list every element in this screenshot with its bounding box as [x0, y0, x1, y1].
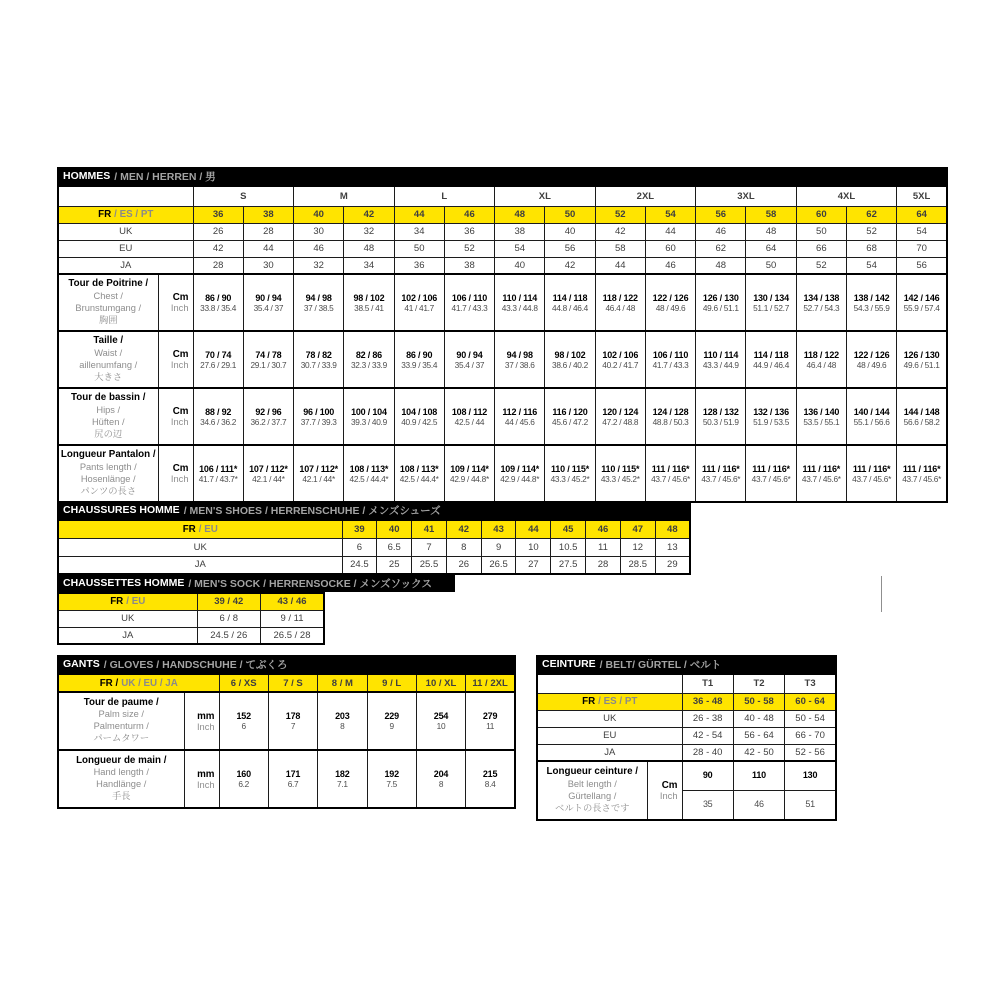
measurement-value: 86 / 90 33.9 / 35.4	[394, 331, 444, 388]
measurement-value: 229 9	[367, 692, 416, 750]
region-size-value: 27.5	[551, 556, 586, 574]
measurement-value: 111 / 116* 43.7 / 45.6*	[746, 445, 796, 502]
measurement-value: 88 / 92 34.6 / 36.2	[193, 388, 243, 445]
measurement-label: Tour de paume / Palm size / Palmenturm / パームタワー	[58, 692, 184, 750]
measurement-value: 192 7.5	[367, 750, 416, 808]
region-size-value: 50 - 54	[785, 710, 836, 727]
measurement-value: 279 11	[466, 692, 515, 750]
fr-row-label: FR / UK / EU / JA	[58, 674, 219, 692]
region-size-value: 7	[412, 538, 447, 556]
region-size-value: 28	[586, 556, 621, 574]
measurement-value: 86 / 90 33.8 / 35.4	[193, 274, 243, 331]
row-label-EU: EU	[58, 240, 193, 257]
measurement-value: 122 / 126 48 / 49.6	[846, 331, 896, 388]
size-group-header-S: S	[193, 186, 294, 206]
measurement-value: 108 / 113* 42.5 / 44.4*	[344, 445, 394, 502]
region-size-value: 42	[545, 257, 595, 274]
row-label-UK: UK	[58, 610, 197, 627]
region-size-value: 54	[846, 257, 896, 274]
belt-section-title-translations: / BELT/ GÜRTEL / ベルト	[599, 658, 722, 671]
measurement-value: 171 6.7	[268, 750, 317, 808]
region-size-value: 42	[193, 240, 243, 257]
measurement-value: 132 / 136 51.9 / 53.5	[746, 388, 796, 445]
region-size-value: 26	[193, 223, 243, 240]
measurement-value: 152 6	[219, 692, 268, 750]
measurement-value: 70 / 74 27.6 / 29.1	[193, 331, 243, 388]
fr-size-value: 45	[551, 520, 586, 538]
belt-length-cm-value: 90	[682, 761, 733, 790]
region-size-value: 44	[645, 223, 695, 240]
region-size-value: 30	[294, 223, 344, 240]
belt-section-banner	[536, 655, 837, 673]
fr-size-value: 38	[243, 206, 293, 223]
region-size-value: 6	[342, 538, 377, 556]
region-size-value: 36	[444, 223, 494, 240]
measurement-value: 111 / 116* 43.7 / 45.6*	[696, 445, 746, 502]
row-label-UK: UK	[537, 710, 682, 727]
fr-size-value: 46	[444, 206, 494, 223]
fr-size-value: 60 - 64	[785, 693, 836, 710]
region-size-value: 26	[446, 556, 481, 574]
measurement-value: 106 / 110 41.7 / 43.3	[444, 274, 494, 331]
socks-size-table	[57, 592, 325, 645]
region-size-value: 34	[344, 257, 394, 274]
measurement-value: 136 / 140 53.5 / 55.1	[796, 388, 846, 445]
shoes-section-banner	[57, 501, 691, 519]
measurement-value: 100 / 104 39.3 / 40.9	[344, 388, 394, 445]
belt-column-header-T1: T1	[682, 674, 733, 693]
measurement-value: 109 / 114* 42.9 / 44.8*	[495, 445, 545, 502]
fr-size-value: 50	[545, 206, 595, 223]
fr-size-value: 36	[193, 206, 243, 223]
fr-size-value: 40	[377, 520, 412, 538]
measurement-value: 111 / 116* 43.7 / 45.6*	[796, 445, 846, 502]
unit-cell: mm Inch	[184, 692, 219, 750]
unit-cell: Cm Inch	[158, 331, 193, 388]
belt-length-cm-value: 110	[733, 761, 784, 790]
gloves-section	[57, 655, 516, 809]
shoes-section	[57, 501, 691, 575]
region-size-value: 10	[516, 538, 551, 556]
glove-size-value: 9 / L	[367, 674, 416, 692]
fr-size-value: 44	[516, 520, 551, 538]
region-size-value: 62	[696, 240, 746, 257]
fr-row-label: FR / ES / PT	[58, 206, 193, 223]
fr-row-label: FR / EU	[58, 593, 197, 610]
region-size-value: 46	[696, 223, 746, 240]
belt-column-header-T2: T2	[733, 674, 784, 693]
region-size-value: 44	[595, 257, 645, 274]
measurement-value: 130 / 134 51.1 / 52.7	[746, 274, 796, 331]
glove-size-value: 11 / 2XL	[466, 674, 515, 692]
fr-size-value: 42	[446, 520, 481, 538]
fr-row-label: FR / ES / PT	[537, 693, 682, 710]
region-size-value: 64	[746, 240, 796, 257]
measurement-value: 138 / 142 54.3 / 55.9	[846, 274, 896, 331]
size-group-header-XL: XL	[495, 186, 596, 206]
region-size-value: 27	[516, 556, 551, 574]
measurement-value: 116 / 120 45.6 / 47.2	[545, 388, 595, 445]
gloves-section-banner	[57, 655, 516, 673]
fr-size-value: 47	[620, 520, 655, 538]
region-size-value: 54	[897, 223, 947, 240]
measurement-value: 102 / 106 41 / 41.7	[394, 274, 444, 331]
measurement-value: 109 / 114* 42.9 / 44.8*	[444, 445, 494, 502]
measurement-value: 124 / 128 48.8 / 50.3	[645, 388, 695, 445]
measurement-value: 108 / 112 42.5 / 44	[444, 388, 494, 445]
size-group-header-M: M	[294, 186, 395, 206]
fr-size-value: 58	[746, 206, 796, 223]
men-size-table	[57, 185, 948, 503]
measurement-value: 82 / 86 32.3 / 33.9	[344, 331, 394, 388]
fr-size-value: 44	[394, 206, 444, 223]
region-size-value: 50	[796, 223, 846, 240]
belt-column-header-T3: T3	[785, 674, 836, 693]
measurement-label: Taille / Waist / aillenumfang / 大きさ	[58, 331, 158, 388]
corner-cell	[58, 186, 193, 206]
stray-divider-line	[881, 576, 882, 612]
row-label-JA: JA	[58, 257, 193, 274]
measurement-value: 107 / 112* 42.1 / 44*	[294, 445, 344, 502]
region-size-value: 60	[645, 240, 695, 257]
measurement-value: 114 / 118 44.9 / 46.4	[746, 331, 796, 388]
row-label-JA: JA	[58, 556, 342, 574]
measurement-value: 94 / 98 37 / 38.5	[294, 274, 344, 331]
size-group-header-4XL: 4XL	[796, 186, 897, 206]
measurement-value: 108 / 113* 42.5 / 44.4*	[394, 445, 444, 502]
fr-size-value: 39	[342, 520, 377, 538]
region-size-value: 38	[444, 257, 494, 274]
region-size-value: 28.5	[620, 556, 655, 574]
region-size-value: 70	[897, 240, 947, 257]
region-size-value: 68	[846, 240, 896, 257]
region-size-value: 54	[495, 240, 545, 257]
fr-size-value: 54	[645, 206, 695, 223]
fr-size-value: 36 - 48	[682, 693, 733, 710]
fr-size-value: 43 / 46	[261, 593, 325, 610]
measurement-value: 74 / 78 29.1 / 30.7	[243, 331, 293, 388]
measurement-value: 144 / 148 56.6 / 58.2	[897, 388, 947, 445]
fr-size-value: 39 / 42	[197, 593, 261, 610]
region-size-value: 36	[394, 257, 444, 274]
unit-cell: Cm Inch	[158, 274, 193, 331]
region-size-value: 26 - 38	[682, 710, 733, 727]
measurement-value: 106 / 110 41.7 / 43.3	[645, 331, 695, 388]
measurement-value: 134 / 138 52.7 / 54.3	[796, 274, 846, 331]
fr-size-value: 50 - 58	[733, 693, 784, 710]
size-group-header-2XL: 2XL	[595, 186, 696, 206]
region-size-value: 9	[481, 538, 516, 556]
measurement-label: Longueur Pantalon / Pants length / Hosenlänge / パンツの長さ	[58, 445, 158, 502]
region-size-value: 6 / 8	[197, 610, 261, 627]
region-size-value: 28	[193, 257, 243, 274]
region-size-value: 24.5	[342, 556, 377, 574]
region-size-value: 44	[243, 240, 293, 257]
region-size-value: 46	[294, 240, 344, 257]
measurement-value: 90 / 94 35.4 / 37	[444, 331, 494, 388]
unit-cell: Cm Inch	[158, 445, 193, 502]
fr-size-value: 56	[696, 206, 746, 223]
belt-length-inch-value: 51	[785, 790, 836, 820]
row-label-JA: JA	[537, 744, 682, 761]
measurement-value: 112 / 116 44 / 45.6	[495, 388, 545, 445]
measurement-value: 102 / 106 40.2 / 41.7	[595, 331, 645, 388]
belt-length-inch-value: 35	[682, 790, 733, 820]
measurement-value: 96 / 100 37.7 / 39.3	[294, 388, 344, 445]
measurement-value: 254 10	[416, 692, 465, 750]
region-size-value: 26.5	[481, 556, 516, 574]
belt-section-title: CEINTURE	[542, 658, 596, 670]
fr-size-value: 42	[344, 206, 394, 223]
measurement-value: 118 / 122 46.4 / 48	[595, 274, 645, 331]
measurement-value: 78 / 82 30.7 / 33.9	[294, 331, 344, 388]
region-size-value: 58	[595, 240, 645, 257]
measurement-value: 110 / 115* 43.3 / 45.2*	[595, 445, 645, 502]
glove-size-value: 7 / S	[268, 674, 317, 692]
measurement-value: 118 / 122 46.4 / 48	[796, 331, 846, 388]
measurement-label: Tour de bassin / Hips / Hüften / 尻の辺	[58, 388, 158, 445]
unit-cell: Cm Inch	[158, 388, 193, 445]
region-size-value: 52	[846, 223, 896, 240]
region-size-value: 52 - 56	[785, 744, 836, 761]
socks-section-title-translations: / MEN'S SOCK / HERRENSOCKE / メンズソックス	[188, 577, 433, 590]
measurement-value: 107 / 112* 42.1 / 44*	[243, 445, 293, 502]
region-size-value: 25.5	[412, 556, 447, 574]
region-size-value: 30	[243, 257, 293, 274]
row-label-EU: EU	[537, 727, 682, 744]
region-size-value: 48	[746, 223, 796, 240]
shoes-size-table	[57, 519, 691, 575]
region-size-value: 50	[394, 240, 444, 257]
measurement-value: 111 / 116* 43.7 / 45.6*	[846, 445, 896, 502]
measurement-label: Longueur de main / Hand length / Handlänge / 手長	[58, 750, 184, 808]
region-size-value: 56	[897, 257, 947, 274]
fr-size-value: 46	[586, 520, 621, 538]
measurement-value: 110 / 114 43.3 / 44.9	[696, 331, 746, 388]
region-size-value: 32	[344, 223, 394, 240]
region-size-value: 12	[620, 538, 655, 556]
fr-size-value: 52	[595, 206, 645, 223]
region-size-value: 9 / 11	[261, 610, 325, 627]
size-group-header-3XL: 3XL	[696, 186, 797, 206]
region-size-value: 50	[746, 257, 796, 274]
measurement-value: 111 / 116* 43.7 / 45.6*	[645, 445, 695, 502]
measurement-value: 204 8	[416, 750, 465, 808]
socks-section-title: CHAUSSETTES HOMME	[63, 577, 185, 589]
region-size-value: 66 - 70	[785, 727, 836, 744]
gloves-section-title: GANTS	[63, 658, 100, 670]
men-section-title-translations: / MEN / HERREN / 男	[114, 170, 216, 183]
region-size-value: 38	[495, 223, 545, 240]
region-size-value: 40	[545, 223, 595, 240]
measurement-value: 98 / 102 38.5 / 41	[344, 274, 394, 331]
measurement-value: 104 / 108 40.9 / 42.5	[394, 388, 444, 445]
men-section-banner	[57, 167, 948, 185]
region-size-value: 66	[796, 240, 846, 257]
fr-size-value: 64	[897, 206, 947, 223]
region-size-value: 40 - 48	[733, 710, 784, 727]
region-size-value: 8	[446, 538, 481, 556]
region-size-value: 11	[586, 538, 621, 556]
fr-size-value: 48	[655, 520, 690, 538]
corner-cell	[537, 674, 682, 693]
measurement-value: 120 / 124 47.2 / 48.8	[595, 388, 645, 445]
region-size-value: 25	[377, 556, 412, 574]
fr-size-value: 48	[495, 206, 545, 223]
measurement-value: 128 / 132 50.3 / 51.9	[696, 388, 746, 445]
size-group-header-L: L	[394, 186, 495, 206]
measurement-value: 126 / 130 49.6 / 51.1	[696, 274, 746, 331]
measurement-value: 122 / 126 48 / 49.6	[645, 274, 695, 331]
unit-cell: mm Inch	[184, 750, 219, 808]
fr-size-value: 40	[294, 206, 344, 223]
region-size-value: 42	[595, 223, 645, 240]
fr-size-value: 43	[481, 520, 516, 538]
region-size-value: 29	[655, 556, 690, 574]
fr-size-value: 62	[846, 206, 896, 223]
men-section-title: HOMMES	[63, 170, 111, 182]
row-label-UK: UK	[58, 223, 193, 240]
glove-size-value: 8 / M	[318, 674, 367, 692]
measurement-label: Longueur ceinture / Belt length / Gürtellang / ベルトの長さです	[537, 761, 647, 820]
measurement-value: 110 / 114 43.3 / 44.8	[495, 274, 545, 331]
measurement-value: 182 7.1	[318, 750, 367, 808]
belt-section	[536, 655, 837, 821]
region-size-value: 48	[344, 240, 394, 257]
region-size-value: 42 - 50	[733, 744, 784, 761]
region-size-value: 40	[495, 257, 545, 274]
glove-size-value: 10 / XL	[416, 674, 465, 692]
fr-size-value: 41	[412, 520, 447, 538]
region-size-value: 56	[545, 240, 595, 257]
measurement-value: 94 / 98 37 / 38.6	[495, 331, 545, 388]
region-size-value: 28 - 40	[682, 744, 733, 761]
region-size-value: 52	[444, 240, 494, 257]
belt-length-inch-value: 46	[733, 790, 784, 820]
measurement-value: 215 8.4	[466, 750, 515, 808]
measurement-value: 160 6.2	[219, 750, 268, 808]
region-size-value: 42 - 54	[682, 727, 733, 744]
socks-section	[57, 574, 455, 645]
shoes-section-title-translations: / MEN'S SHOES / HERRENSCHUHE / メンズシューズ	[183, 504, 441, 517]
region-size-value: 48	[696, 257, 746, 274]
unit-cell: Cm Inch	[647, 761, 682, 820]
measurement-label: Tour de Poitrine / Chest / Brunstumgang / 胸囲	[58, 274, 158, 331]
region-size-value: 24.5 / 26	[197, 627, 261, 644]
belt-length-cm-value: 130	[785, 761, 836, 790]
region-size-value: 26.5 / 28	[261, 627, 325, 644]
region-size-value: 46	[645, 257, 695, 274]
region-size-value: 34	[394, 223, 444, 240]
measurement-value: 114 / 118 44.8 / 46.4	[545, 274, 595, 331]
region-size-value: 32	[294, 257, 344, 274]
measurement-value: 92 / 96 36.2 / 37.7	[243, 388, 293, 445]
gloves-section-title-translations: / GLOVES / HANDSCHUHE / てぶくろ	[103, 658, 288, 671]
fr-row-label: FR / EU	[58, 520, 342, 538]
measurement-value: 126 / 130 49.6 / 51.1	[897, 331, 947, 388]
size-group-header-5XL: 5XL	[897, 186, 947, 206]
measurement-value: 203 8	[318, 692, 367, 750]
fr-size-value: 60	[796, 206, 846, 223]
region-size-value: 6.5	[377, 538, 412, 556]
row-label-UK: UK	[58, 538, 342, 556]
shoes-section-title: CHAUSSURES HOMME	[63, 504, 180, 516]
belt-size-table	[536, 673, 837, 821]
measurement-value: 142 / 146 55.9 / 57.4	[897, 274, 947, 331]
region-size-value: 56 - 64	[733, 727, 784, 744]
region-size-value: 13	[655, 538, 690, 556]
measurement-value: 140 / 144 55.1 / 56.6	[846, 388, 896, 445]
socks-section-banner	[57, 574, 455, 592]
region-size-value: 10.5	[551, 538, 586, 556]
measurement-value: 178 7	[268, 692, 317, 750]
measurement-value: 98 / 102 38.6 / 40.2	[545, 331, 595, 388]
measurement-value: 111 / 116* 43.7 / 45.6*	[897, 445, 947, 502]
region-size-value: 52	[796, 257, 846, 274]
glove-size-value: 6 / XS	[219, 674, 268, 692]
region-size-value: 28	[243, 223, 293, 240]
measurement-value: 90 / 94 35.4 / 37	[243, 274, 293, 331]
measurement-value: 106 / 111* 41.7 / 43.7*	[193, 445, 243, 502]
gloves-size-table	[57, 673, 516, 809]
row-label-JA: JA	[58, 627, 197, 644]
men-section	[57, 167, 948, 503]
measurement-value: 110 / 115* 43.3 / 45.2*	[545, 445, 595, 502]
